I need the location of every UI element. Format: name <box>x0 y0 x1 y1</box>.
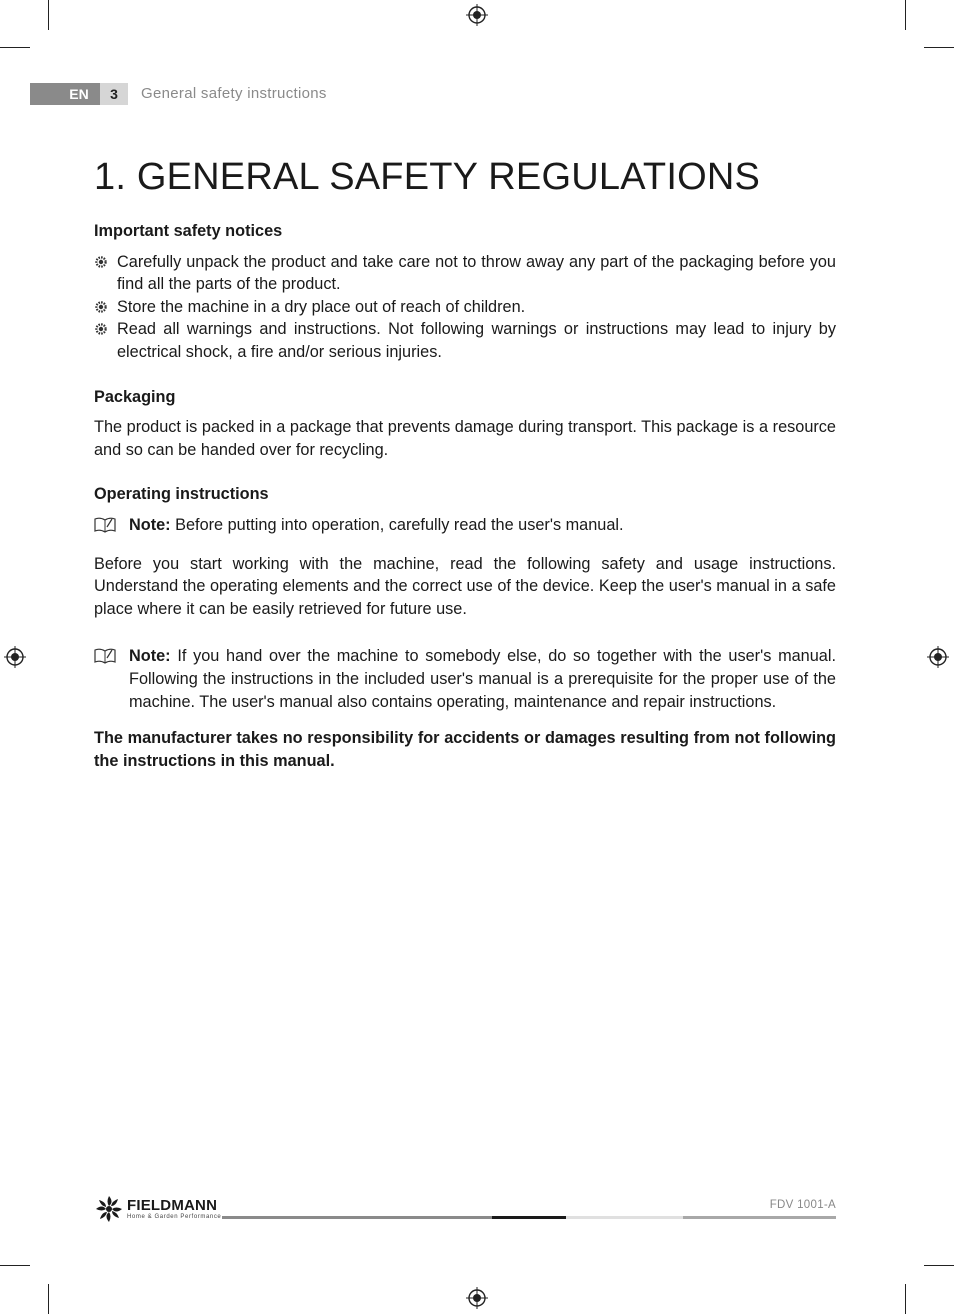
header-section-title: General safety instructions <box>141 85 327 102</box>
gear-bullet-icon <box>95 256 107 268</box>
list-item <box>94 296 836 319</box>
list-item-text: Read all warnings and instructions. Not following warnings or instructions may lead to injury by electrical shock, a fire and/or serious injuries. <box>117 320 836 361</box>
fieldmann-logo-icon <box>94 1194 124 1224</box>
crop-mark-bottom-left-h <box>0 1265 30 1266</box>
packaging-text: The product is packed in a package that prevents damage during transport. This package is a resource and so can be handed over for recycling. <box>94 418 836 459</box>
note-label: Note: <box>129 515 171 534</box>
crop-mark-top-left-v <box>48 0 49 30</box>
disclaimer: The manufacturer takes no responsibility for accidents or damages resulting from not following the instructions in this manual. <box>94 729 836 770</box>
note-text: Before putting into operation, carefully read the user's manual. <box>170 515 624 534</box>
operating-paragraph: Before you start working with the machine, read the following safety and usage instructions. Understand the operating elements and the correct use of the device. Keep the user's manual in a safe place where it can be easily retrieved for future use. <box>94 554 836 618</box>
registration-mark-icon <box>466 4 488 26</box>
header-lang: EN <box>69 86 89 102</box>
model-number: FDV 1001-A <box>769 1199 836 1211</box>
crop-mark-bottom-left-v <box>48 1284 49 1314</box>
important-heading: Important safety notices <box>94 222 283 240</box>
note-text: If you hand over the machine to somebody else, do so together with the user's manual. Following the instructions in the included user's manual is a prerequisite for the proper use of the machine. The user's manual also contains operating, maintenance and repair instructions. <box>129 647 836 711</box>
footer-bar-segment <box>683 1216 836 1219</box>
brand-name: FIELDMANN <box>127 1197 218 1214</box>
footer-bar-segment <box>566 1216 683 1219</box>
brand-tagline: Home & Garden Performance <box>127 1214 222 1220</box>
footer-bar-segment <box>222 1216 492 1219</box>
gear-bullet-icon <box>95 301 107 313</box>
packaging-heading: Packaging <box>94 387 176 406</box>
operating-heading: Operating instructions <box>94 485 269 504</box>
note-label: Note: <box>129 647 171 666</box>
open-book-icon <box>94 647 116 665</box>
page-title: 1. GENERAL SAFETY REGULATIONS <box>94 156 761 198</box>
footer-bar-segment <box>492 1216 566 1219</box>
note-block <box>94 514 836 537</box>
list-item <box>94 318 836 363</box>
crop-mark-top-right-h <box>924 47 954 48</box>
header-page-number: 3 <box>100 83 128 105</box>
crop-mark-top-left-h <box>0 47 30 48</box>
main-content <box>94 220 836 772</box>
list-item-text: Store the machine in a dry place out of reach of children. <box>117 297 526 316</box>
crop-mark-top-right-v <box>905 0 906 30</box>
open-book-icon <box>94 516 116 534</box>
crop-mark-bottom-right-h <box>924 1265 954 1266</box>
list-item <box>94 251 836 296</box>
note-block <box>94 645 836 713</box>
registration-mark-icon <box>927 646 949 668</box>
registration-mark-icon <box>4 646 26 668</box>
gear-bullet-icon <box>95 323 107 335</box>
important-list <box>94 251 836 364</box>
list-item-text: Carefully unpack the product and take care not to throw away any part of the packaging before you find all the parts of the product. <box>117 252 836 294</box>
registration-mark-icon <box>466 1287 488 1309</box>
crop-mark-bottom-right-v <box>905 1284 906 1314</box>
